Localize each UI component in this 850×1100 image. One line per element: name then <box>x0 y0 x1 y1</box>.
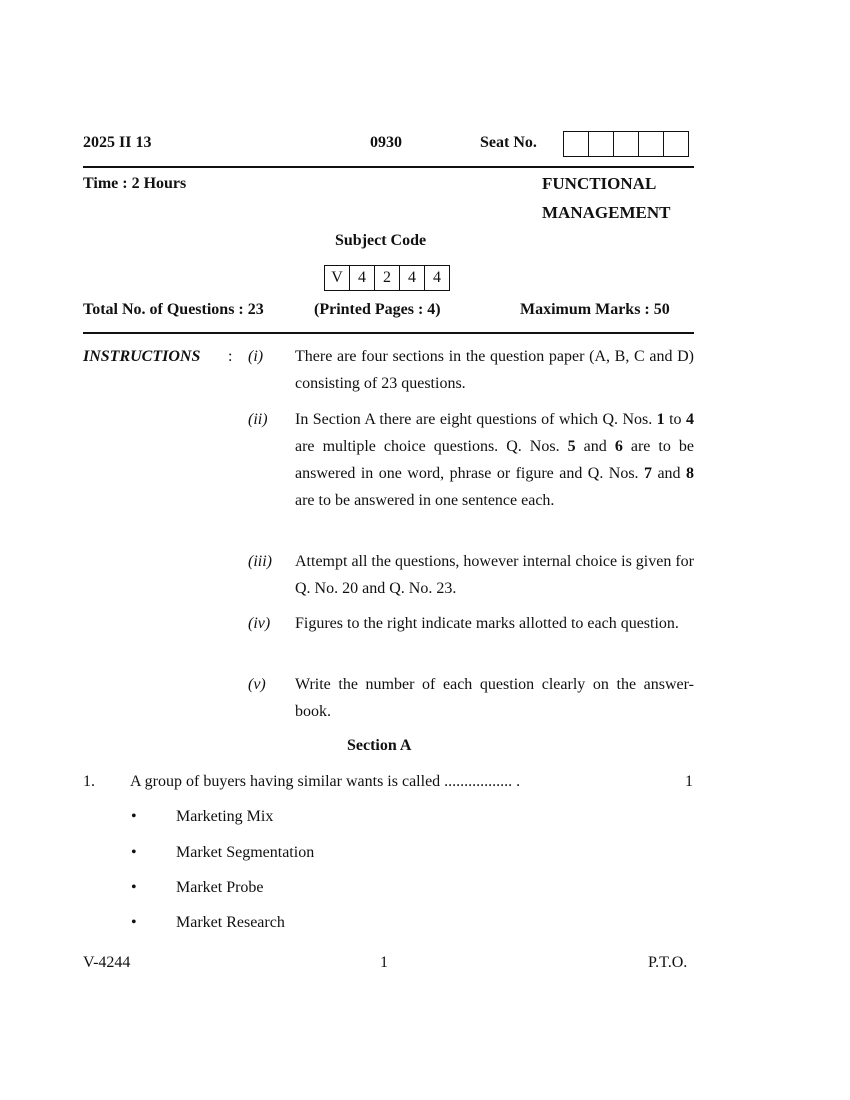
option: Market Research <box>176 914 285 931</box>
instruction-number: (i) <box>248 348 264 365</box>
max-marks: Maximum Marks : 50 <box>520 301 670 318</box>
instruction-text <box>295 406 694 514</box>
question-number: 7 <box>644 465 652 482</box>
seat-box <box>613 132 638 156</box>
subject-code-label: Subject Code <box>335 232 427 249</box>
code-box: 2 <box>374 266 399 290</box>
footer-code: V-4244 <box>83 954 131 971</box>
time-allowed: Time : 2 Hours <box>83 175 187 192</box>
question-number: 5 <box>567 438 576 455</box>
question-number: 8 <box>686 465 694 482</box>
text: Write the number of each question clearly on the answer-book. <box>295 676 694 720</box>
total-questions: Total No. of Questions : 23 <box>83 301 264 318</box>
text: Attempt all the questions, however internal choice is given for Q. No. 20 and Q. No. 23. <box>295 553 694 597</box>
code-box: V <box>331 269 343 286</box>
instruction-number: (ii) <box>248 411 268 428</box>
code-box: 4 <box>399 266 424 290</box>
bullet-icon: • <box>131 808 137 825</box>
code-box: 4 <box>424 266 449 290</box>
question-number: 4 <box>686 411 694 428</box>
bullet-icon: • <box>131 879 137 896</box>
seat-label: Seat No. <box>480 134 537 151</box>
text: are multiple choice questions. Q. Nos. <box>295 438 568 455</box>
paper-code: 0930 <box>370 134 402 151</box>
seat-box <box>588 132 613 156</box>
option: Market Segmentation <box>176 844 315 861</box>
instruction-number: (iv) <box>248 615 271 632</box>
question-number: 1 <box>656 411 665 428</box>
text: Figures to the right indicate marks allotted to each question. <box>295 615 679 632</box>
text: and <box>652 465 686 482</box>
instruction-number: (v) <box>248 676 266 693</box>
subject-line1: FUNCTIONAL <box>542 174 657 193</box>
seat-box <box>638 132 663 156</box>
subject-line2: MANAGEMENT <box>542 203 671 222</box>
instructions-colon: : <box>228 348 233 365</box>
seat-number-boxes <box>563 131 689 157</box>
please-turn-over: P.T.O. <box>648 954 688 971</box>
printed-pages: (Printed Pages : 4) <box>314 301 441 318</box>
text: are to be answered in one sentence each. <box>295 492 555 509</box>
text: and <box>575 438 615 455</box>
text: to <box>664 411 686 428</box>
question-number: 6 <box>614 438 623 455</box>
code-box: 4 <box>349 266 374 290</box>
bullet-icon: • <box>131 914 137 931</box>
instruction-number: (iii) <box>248 553 272 570</box>
bullet-icon: • <box>131 844 137 861</box>
text: There are four sections in the question paper (A, B, C and D) consisting of 23 questions. <box>295 348 694 392</box>
text: are to be answered in one word, phrase or figure and Q. Nos. <box>295 438 695 482</box>
option: Market Probe <box>176 879 264 896</box>
question-marks: 1 <box>685 773 693 790</box>
page-number: 1 <box>380 954 388 971</box>
subject-code-boxes <box>324 265 450 291</box>
instruction-text <box>295 343 694 397</box>
question-text: A group of buyers having similar wants is called ................. . <box>130 773 521 790</box>
seat-box <box>663 132 688 156</box>
question-number: 1. <box>83 773 95 790</box>
divider <box>83 166 694 168</box>
instruction-text <box>295 610 694 637</box>
section-title: Section A <box>347 737 412 754</box>
option: Marketing Mix <box>176 808 274 825</box>
divider <box>83 332 694 334</box>
instruction-text <box>295 671 694 725</box>
date-code: 2025 II 13 <box>83 134 152 151</box>
instruction-text <box>295 548 694 602</box>
instructions-label: INSTRUCTIONS <box>83 348 201 365</box>
seat-box <box>564 132 588 156</box>
text: In Section A there are eight questions of which Q. Nos. <box>295 411 657 428</box>
